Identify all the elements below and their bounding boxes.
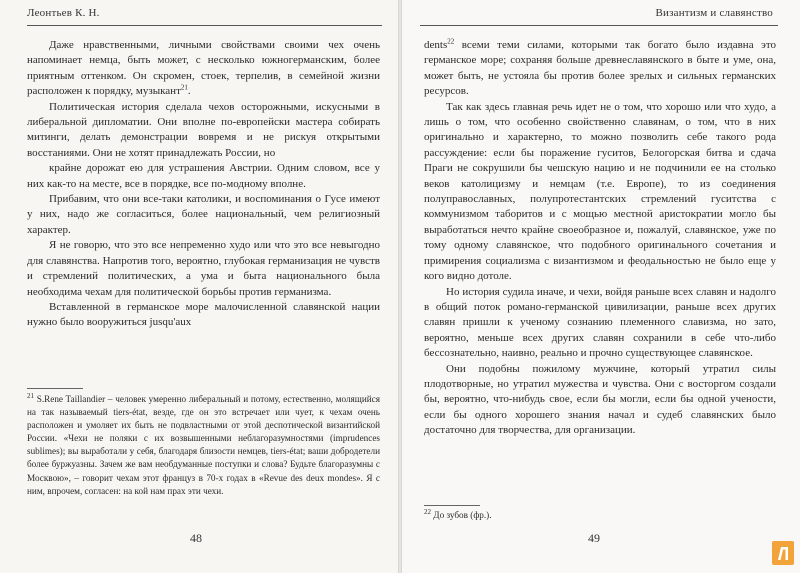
- left-page: [0, 0, 398, 573]
- paragraph: Вставленной в германское море малочисленной славянской нации нужно было вооружиться jusqu'aux: [27, 300, 380, 329]
- page-number: 48: [190, 531, 202, 545]
- paragraph: Я не говорю, что это все непременно худо или что это все невыгодно для славянства. Напротив того, вероятно, глубокая германизация не чувств и стремлений политических, а ума и быта национального была необходима чехам для политической борьбы против германизма.: [27, 239, 380, 298]
- publisher-logo-icon: [772, 541, 794, 565]
- left-body-text: [27, 38, 380, 331]
- page-number: 49: [588, 531, 600, 545]
- logo-letter-icon: [775, 544, 791, 562]
- right-page: [402, 0, 800, 573]
- footnote-22: $^{22}$ До зубов (фр.).: [424, 507, 492, 520]
- footnote-ref-21: 21: [180, 83, 188, 92]
- paragraph: Политическая история сделала чехов осторожными, искусными в либеральной дипломатии. Они вполне по-европейски мастера собирать митинги, делать демонстрации вовремя и не рискуя открытыми восстаниями. Они не хотят принадлежать России, но: [27, 100, 380, 159]
- paragraph: Даже нравственными, личными свойствами своими чех очень напоминает немца, быть может, с несколько южногерманским, более приятным оттенком. Он скромен, стоек, терпелив, в семейной жизни расположен к порядку, музыкант$^{21}$.: [27, 39, 380, 98]
- paragraph: dents$^{22}$ всеми теми силами, которыми так богато было издавна это германское море; сохраняя больше древнеславянского в быте и уме, она, может быть, не устояла бы против более зрелых и сильных германских ресурсов.: [424, 37, 776, 98]
- footnote-ref-22: 22: [447, 37, 455, 46]
- footnote-rule: [27, 388, 83, 389]
- running-header-title: Византизм и славянство: [655, 7, 773, 19]
- paragraph: Прибавим, что они все-таки католики, и воспоминания о Гусе имеют у них, надо же согласиться, более национальный, чем религиозный характер.: [27, 193, 380, 236]
- footnote-21: $^{21}$ S.Rene Taillandier – человек умеренно либеральный и потому, естественно, молящийся на так называемый tiers-état, везде, где он это встречает или чует, к чехам очень расположен и умоляет их быть не подвластными от этой деспотической византийской России. «Чехи не поляки с их возвышенными неблагоразумностями (imprudences sublimes); вы выработали у себя, благодаря близости немцев, tiers-état; ваши добродетели более буржуазны. Зачем же вам необдуманные поступки и слова? Будьте благоразумны с Москвою», – говорит чехам этот француз в 70-х годах в «Revue des deux mondes». Я с ним, впрочем, согласен: на кой нам прах эти чехи.: [27, 391, 380, 496]
- paragraph: Они подобны пожилому мужчине, который утратил силы плодотворные, но утратил мужества и чувства. Они с восторгом создали бы, вероятно, что-нибудь свое, если бы могли, если бы одной учености, если бы одного хорошего знания начал и судеб славянских было достаточно для творчества, для организации.: [424, 362, 776, 437]
- paragraph: Так как здесь главная речь идет не о том, что хорошо или что худо, а лишь о том, что особенно свойственно славянам, о том, что в них оригинально и характерно, то можно позволить себе такого рода рассуждение: если бы поражение гуситов, Белогорская битва и сдача Праги не сокрушили бы чешскую нацию и не подчинили ее на столько веков католицизму и немцам (т.е. Европе), то из соединения полуправославных, полупротестантских стремлений гуситства с коммунизмом таборитов и с мощью местной аристократии могло бы выработаться нечто крайне своеобразное и, пожалуй, славянское, уже по тому одному славянское, что подобного оригинального сочетания и примирения социализма с византизмом и феодальностью не было еще у кого видно дотоле.: [424, 100, 776, 283]
- running-header-author: Леонтьев К. Н.: [27, 7, 100, 19]
- header-rule: [420, 25, 778, 26]
- paragraph: Но история судила иначе, и чехи, войдя раньше всех славян и надолго в общий поток романо-германской цивилизации, раньше всех других славян пришли к ученому сознанию племенного славизма, но зато, вероятно, меньше всех других славян сохранили в себе что-либо бессознательно, наивно, реально и прочно существующее славянское.: [424, 285, 776, 360]
- footnote-rule: [424, 505, 480, 506]
- paragraph: крайне дорожат ею для устрашения Австрии. Одним словом, все у них как-то на месте, все в порядке, все по-модному вполне.: [27, 162, 380, 190]
- header-rule: [27, 25, 382, 26]
- right-body-text: [424, 38, 776, 439]
